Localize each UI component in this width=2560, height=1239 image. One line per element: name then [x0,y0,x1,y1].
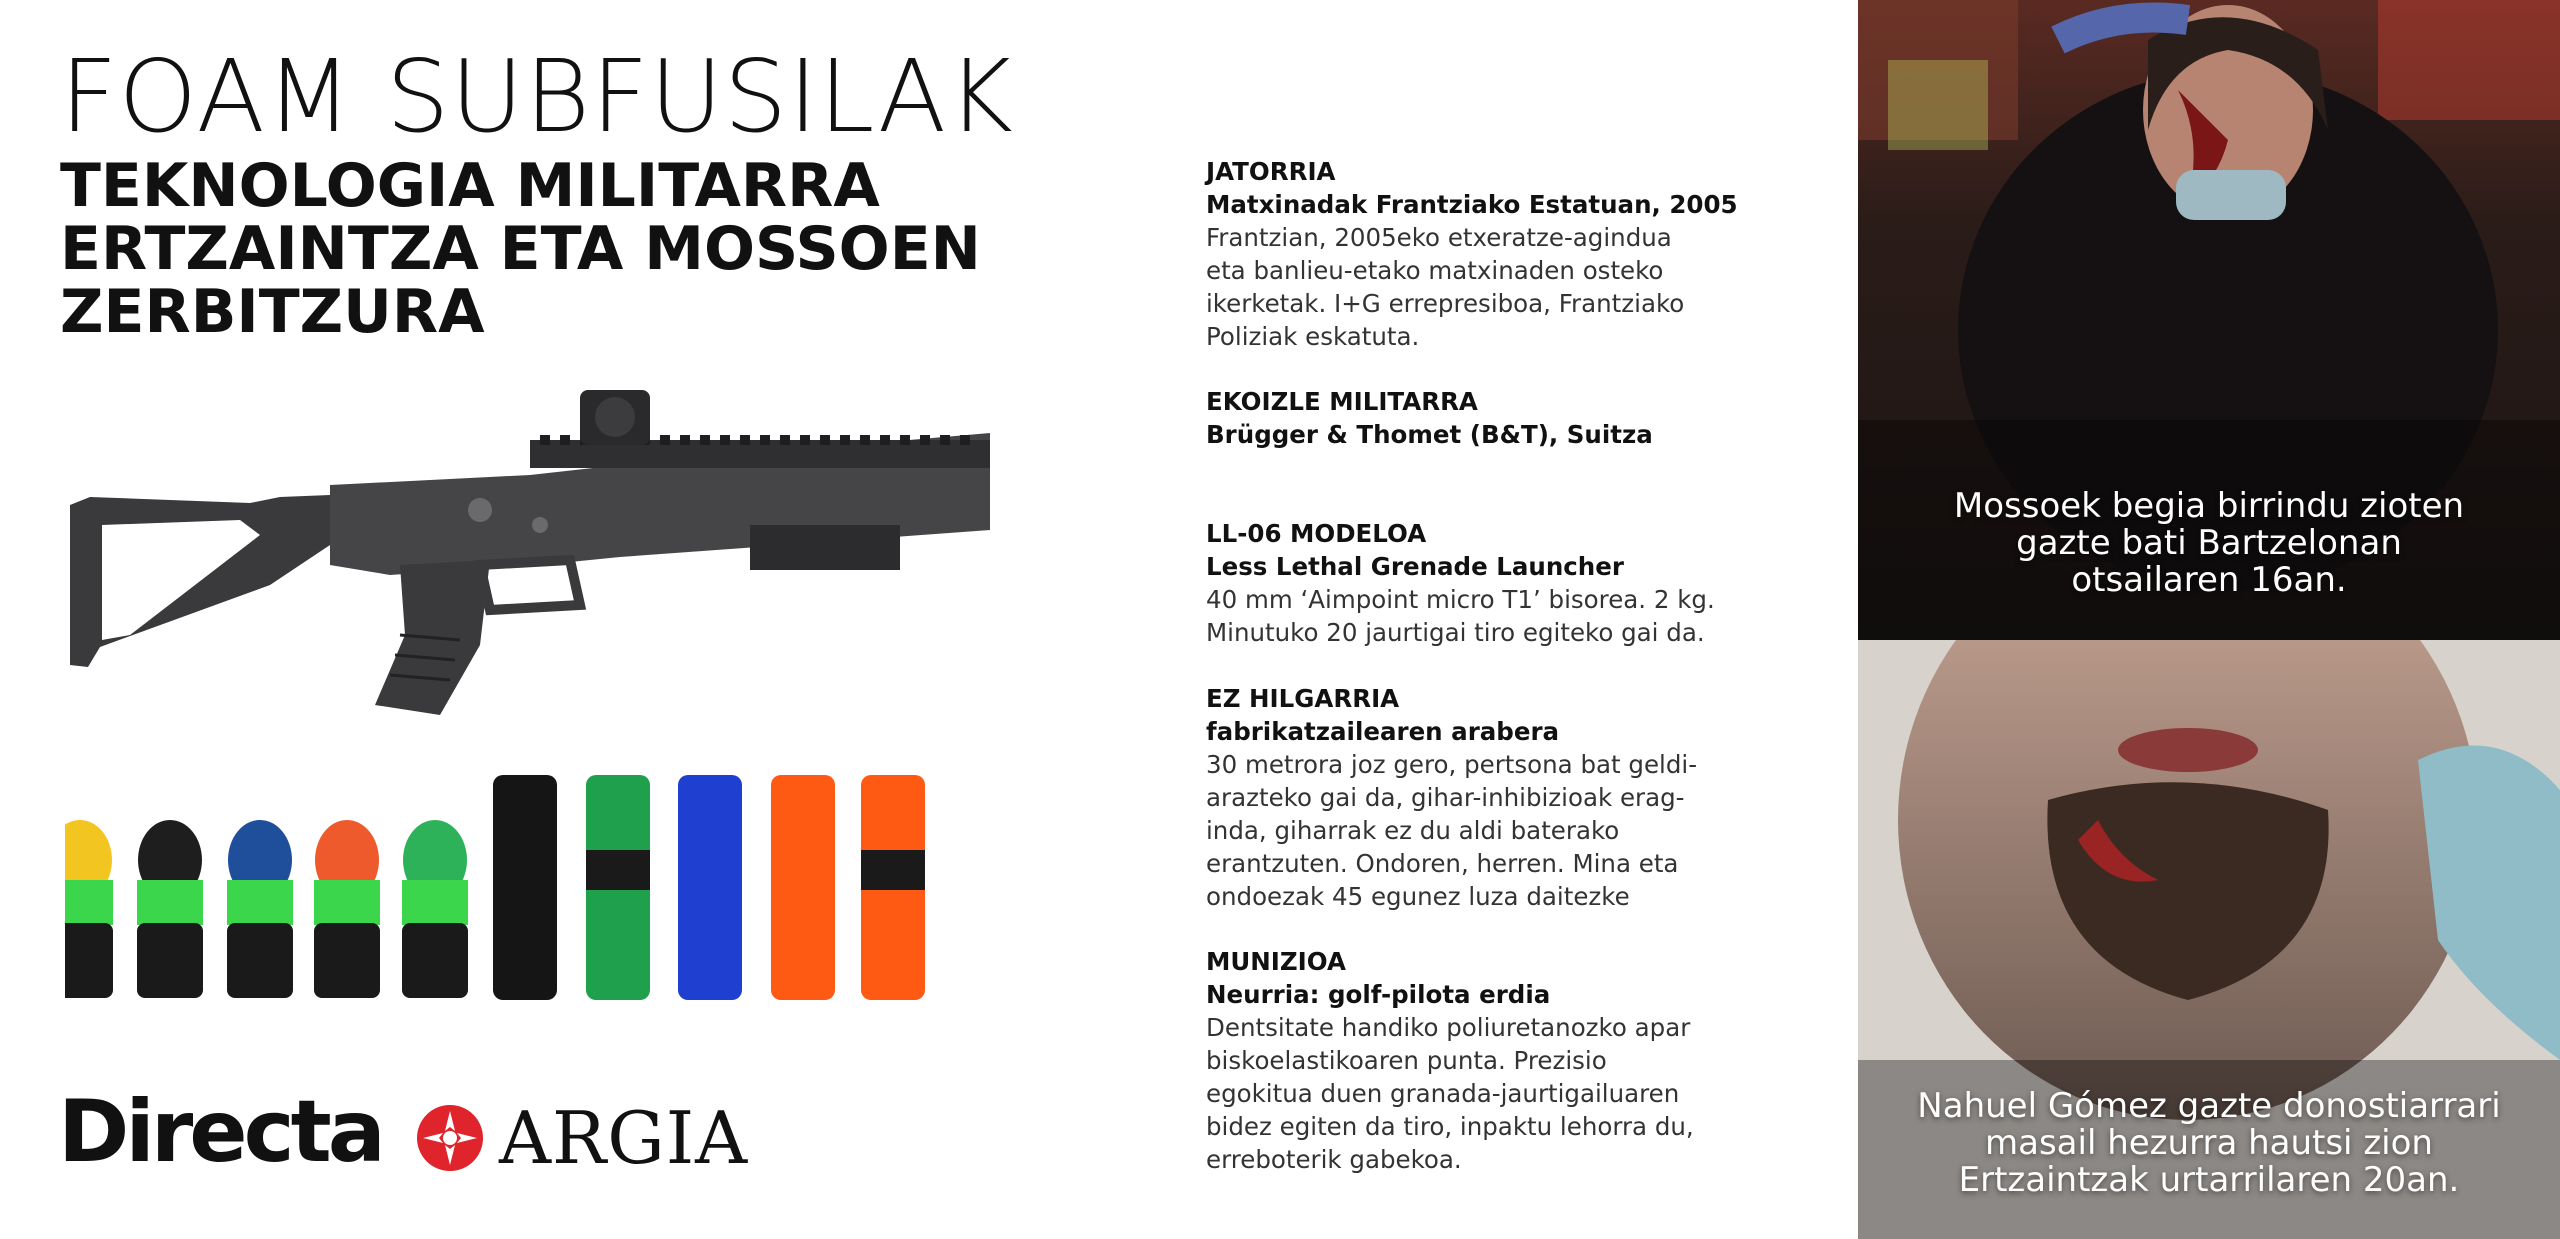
section-body [1206,748,1746,913]
ammo-round [493,775,557,1000]
page-subtitle [60,151,1060,347]
ammo-round [678,775,742,1000]
argia-emblem-icon [415,1103,485,1173]
caption-line: gazte bati Bartzelonan [2016,523,2402,563]
body-line: bidez egiten da tiro, inpaktu lehorra du, [1206,1112,1694,1141]
body-line: Minutuko 20 jaurtigai tiro egiteko gai da. [1206,618,1705,647]
ammo-round [65,820,113,998]
body-line: ondoezak 45 egunez luza daitezke [1206,882,1630,911]
body-line: 30 metrora joz gero, pertsona bat geldi- [1206,750,1698,779]
caption-line: Mossoek begia birrindu zioten [1953,486,2465,526]
section-heading: LL-06 MODELOA [1206,519,1427,548]
ammo-round [771,775,835,1000]
subtitle-line: ERTZAINTZA ETA MOSSOEN [60,214,981,284]
body-line: egokitua duen granada-jaurtigailuaren [1206,1079,1680,1108]
photo-caption [1858,488,2560,599]
section-subheading: Brügger & Thomet (B&T), Suitza [1206,420,1653,449]
ammo-round [861,775,925,1000]
body-line: Dentsitate handiko poliuretanozko apar [1206,1013,1691,1042]
body-line: Frantzian, 2005eko etxeratze-agindua [1206,223,1672,252]
ammo-round [586,775,650,1000]
section-heading: JATORRIA [1206,157,1336,186]
argia-logo [415,1098,748,1178]
body-line: 40 mm ‘Aimpoint micro T1’ bisorea. 2 kg. [1206,585,1715,614]
section-non-lethal [1206,682,1746,913]
caption-line: otsailaren 16an. [2071,560,2347,600]
photo-caption [1858,1088,2560,1199]
section-body [1206,1011,1746,1176]
argia-wordmark: ARGIA [499,1096,749,1180]
ammo-round [137,820,203,998]
section-heading: MUNIZIOA [1206,947,1346,976]
body-line: erreboterik gabekoa. [1206,1145,1462,1174]
section-subheading: Matxinadak Frantziako Estatuan, 2005 [1206,190,1738,219]
body-line: arazteko gai da, gihar-inhibizioak erag- [1206,783,1685,812]
caption-line: Nahuel Gómez gazte donostiarrari [1917,1086,2501,1126]
ammo-round [402,820,468,998]
subtitle-line: ZERBITZURA [60,277,485,347]
photo-barcelona [1858,0,2560,640]
ammo-round [314,820,380,998]
body-line: Poliziak eskatuta. [1206,322,1420,351]
section-body [1206,221,1746,353]
directa-logo: Directa [58,1082,382,1182]
body-line: erantzuten. Ondoren, herren. Mina eta [1206,849,1679,878]
grenade-launcher-image [60,385,1000,725]
subtitle-line: TEKNOLOGIA MILITARRA [60,151,880,221]
caption-line: Ertzaintzak urtarrilaren 20an. [1958,1160,2460,1200]
body-line: inda, giharrak ez du aldi baterako [1206,816,1620,845]
body-line: eta banlieu-etako matxinaden osteko [1206,256,1664,285]
section-subheading: Less Lethal Grenade Launcher [1206,552,1624,581]
ammo-round [227,820,293,998]
section-subheading: fabrikatzailearen arabera [1206,717,1560,746]
section-origin [1206,155,1746,353]
section-model [1206,517,1746,649]
photo-donostia [1858,640,2560,1239]
ammunition-image [65,765,940,1010]
section-heading: EKOIZLE MILITARRA [1206,387,1478,416]
caption-line: masail hezurra hautsi zion [1985,1123,2433,1163]
section-manufacturer [1206,385,1746,451]
section-heading: EZ HILGARRIA [1206,684,1400,713]
body-line: ikerketak. I+G errepresiboa, Frantziako [1206,289,1685,318]
page-title: FOAM SUBFUSILAK [60,38,1014,155]
body-line: biskoelastikoaren punta. Prezisio [1206,1046,1607,1075]
section-body [1206,583,1746,649]
section-ammunition [1206,945,1746,1176]
section-subheading: Neurria: golf-pilota erdia [1206,980,1551,1009]
